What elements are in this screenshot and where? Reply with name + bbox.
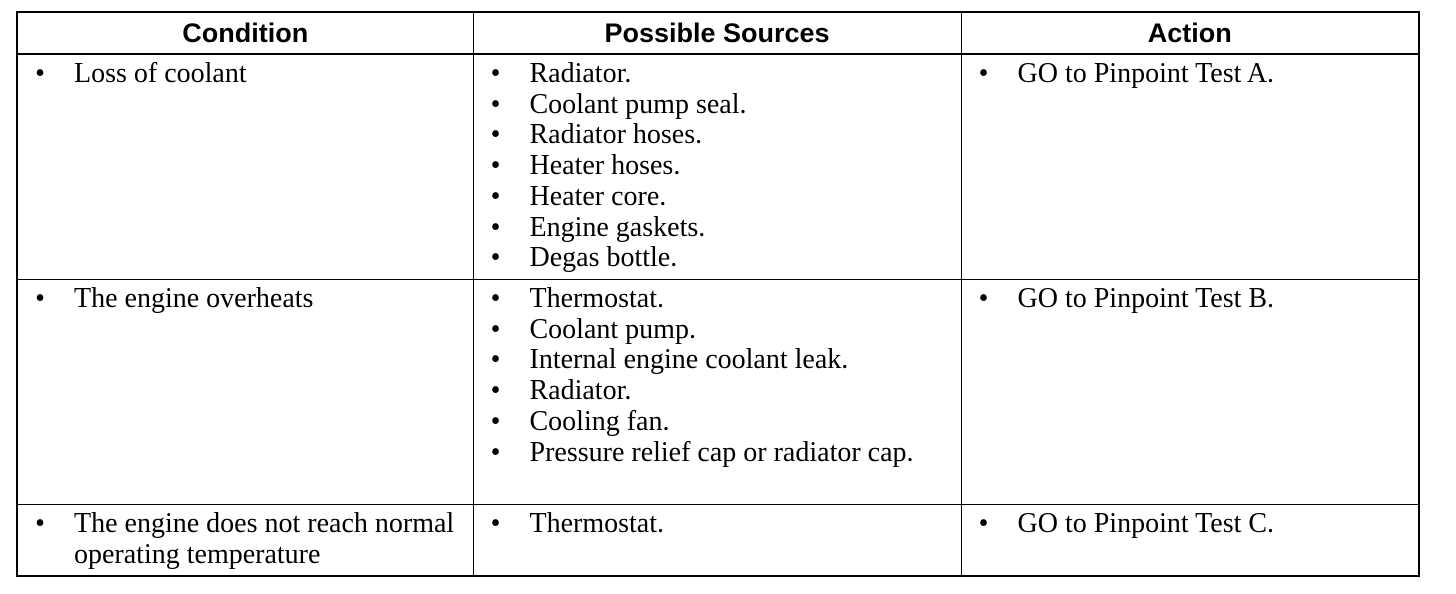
condition-list — [30, 59, 467, 90]
header-possible-sources: Possible Sources — [473, 12, 961, 54]
action-list — [974, 509, 1413, 540]
source-text: Internal engine coolant leak. — [529, 344, 849, 376]
source-item — [486, 345, 955, 376]
condition-item — [30, 284, 467, 315]
condition-cell — [17, 280, 473, 505]
source-text: Radiator. — [529, 58, 632, 89]
source-text: Radiator hoses. — [529, 119, 703, 151]
source-item — [486, 182, 955, 213]
sources-cell — [473, 280, 961, 505]
bullet-icon: • — [490, 242, 501, 274]
table-header — [17, 12, 1419, 54]
source-item — [486, 213, 955, 244]
source-item — [486, 438, 955, 469]
bullet-icon: • — [490, 88, 501, 120]
table-body — [17, 54, 1419, 576]
bullet-icon: • — [978, 58, 989, 89]
sources-cell — [473, 505, 961, 577]
condition-cell — [17, 54, 473, 280]
bullet-icon: • — [490, 119, 501, 151]
bullet-icon: • — [35, 58, 45, 89]
source-item — [486, 315, 955, 346]
condition-item — [30, 509, 467, 570]
table-row — [17, 505, 1419, 577]
source-item — [486, 90, 955, 121]
source-text: Radiator. — [529, 375, 632, 407]
action-text: GO to Pinpoint Test A. — [1017, 58, 1275, 89]
sources-list — [486, 284, 955, 468]
header-condition: Condition — [17, 12, 473, 54]
condition-cell — [17, 505, 473, 577]
source-text: Heater core. — [529, 180, 667, 212]
sources-list — [486, 59, 955, 274]
action-text: GO to Pinpoint Test B. — [1017, 283, 1275, 314]
condition-item — [30, 59, 467, 90]
action-cell — [961, 54, 1419, 280]
source-text: Coolant pump seal. — [529, 88, 747, 120]
source-item — [486, 284, 955, 315]
action-cell — [961, 505, 1419, 577]
bullet-icon: • — [490, 508, 501, 539]
sources-list — [486, 509, 955, 540]
action-item — [974, 509, 1413, 540]
bullet-icon: • — [490, 313, 501, 345]
source-item — [486, 243, 955, 274]
header-row — [17, 12, 1419, 54]
source-text: Pressure relief cap or radiator cap. — [529, 436, 914, 468]
condition-list — [30, 509, 467, 570]
source-item — [486, 509, 955, 540]
source-item — [486, 120, 955, 151]
source-text: Coolant pump. — [529, 313, 696, 345]
bullet-icon: • — [490, 211, 501, 243]
source-item — [486, 59, 955, 90]
condition-text: The engine overheats — [74, 283, 314, 314]
source-text: Heater hoses. — [529, 150, 681, 182]
action-item — [974, 284, 1413, 315]
bullet-icon: • — [490, 436, 501, 468]
condition-text: Loss of coolant — [74, 58, 247, 89]
sources-cell — [473, 54, 961, 280]
source-text: Degas bottle. — [529, 242, 678, 274]
bullet-icon: • — [490, 344, 501, 376]
source-text: Engine gaskets. — [529, 211, 706, 243]
bullet-icon: • — [490, 375, 501, 407]
source-item — [486, 376, 955, 407]
action-text: GO to Pinpoint Test C. — [1017, 508, 1275, 539]
header-action: Action — [961, 12, 1419, 54]
source-item — [486, 407, 955, 438]
source-item — [486, 151, 955, 182]
diagnosis-table — [16, 11, 1420, 577]
table-row — [17, 280, 1419, 505]
bullet-icon: • — [978, 283, 989, 314]
source-text: Thermostat. — [529, 283, 665, 314]
action-item — [974, 59, 1413, 90]
bullet-icon: • — [490, 58, 501, 89]
condition-text: The engine does not reach normal operating temperature — [74, 508, 455, 570]
bullet-icon: • — [490, 150, 501, 182]
bullet-icon: • — [490, 405, 501, 437]
source-text: Thermostat. — [529, 508, 665, 539]
bullet-icon: • — [978, 508, 989, 539]
table-row — [17, 54, 1419, 280]
action-cell — [961, 280, 1419, 505]
bullet-icon: • — [490, 283, 501, 314]
bullet-icon: • — [35, 508, 45, 539]
bullet-icon: • — [35, 283, 45, 314]
source-text: Cooling fan. — [529, 405, 670, 437]
condition-list — [30, 284, 467, 315]
action-list — [974, 284, 1413, 315]
action-list — [974, 59, 1413, 90]
bullet-icon: • — [490, 180, 501, 212]
